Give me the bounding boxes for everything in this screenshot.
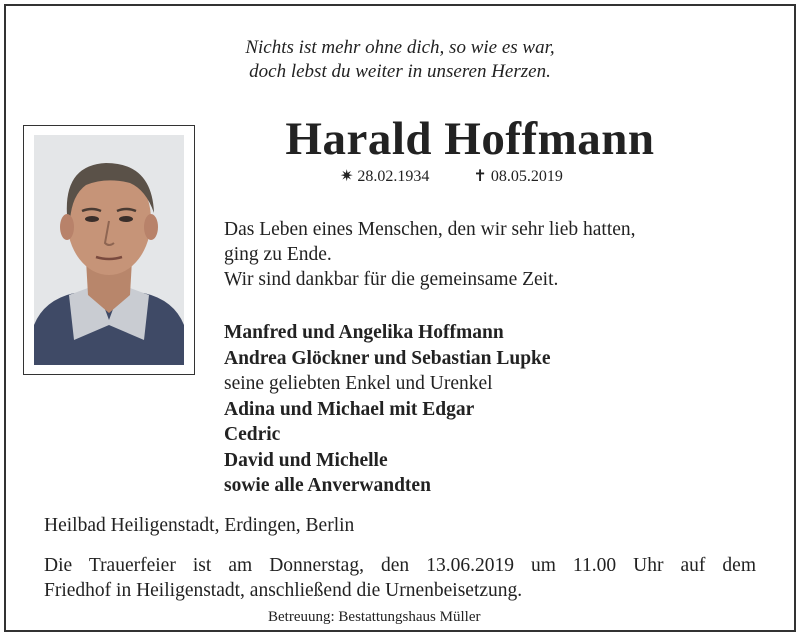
birth-date: 28.02.1934 bbox=[357, 168, 430, 185]
service-line: Friedhof in Heiligenstadt, anschließend die Urnenbeisetzung. bbox=[44, 580, 523, 601]
funeral-home: Betreuung: Bestattungshaus Müller bbox=[268, 609, 481, 625]
portrait-frame bbox=[23, 125, 195, 375]
motto bbox=[160, 36, 640, 84]
mourner-line: sowie alle Anverwandten bbox=[224, 475, 431, 496]
portrait-photo bbox=[34, 135, 184, 365]
mourner-line: Manfred und Angelika Hoffmann bbox=[224, 322, 504, 343]
message-line: ging zu Ende. bbox=[224, 244, 332, 265]
motto-line: doch lebst du weiter in unseren Herzen. bbox=[249, 61, 551, 82]
death-date: 08.05.2019 bbox=[490, 168, 563, 185]
message bbox=[224, 217, 636, 292]
service-info bbox=[44, 553, 756, 603]
location: Heilbad Heiligenstadt, Erdingen, Berlin bbox=[44, 515, 355, 536]
birth-star-icon: ✷ bbox=[340, 168, 354, 185]
motto-line: Nichts ist mehr ohne dich, so wie es war, bbox=[245, 37, 555, 58]
service-line: Die Trauerfeier ist am Donnerstag, den 13.06.2019 um 11.00 Uhr auf dem bbox=[44, 555, 756, 576]
portrait-image bbox=[34, 135, 184, 365]
life-dates bbox=[340, 166, 563, 186]
mourner-line: seine geliebten Enkel und Urenkel bbox=[224, 373, 493, 394]
mourner-line: Andrea Glöckner und Sebastian Lupke bbox=[224, 347, 551, 369]
mourners-list bbox=[224, 320, 551, 499]
mourner-line: Cedric bbox=[224, 424, 281, 445]
deceased-name: Harald Hoffmann bbox=[285, 113, 655, 165]
mourner-line: Adina und Michael mit Edgar bbox=[224, 398, 475, 420]
message-line: Wir sind dankbar für die gemeinsame Zeit. bbox=[224, 269, 559, 290]
message-line: Das Leben eines Menschen, den wir sehr lieb hatten, bbox=[224, 219, 636, 240]
death-cross-icon: ✝ bbox=[473, 168, 487, 185]
mourner-line: David und Michelle bbox=[224, 449, 388, 471]
